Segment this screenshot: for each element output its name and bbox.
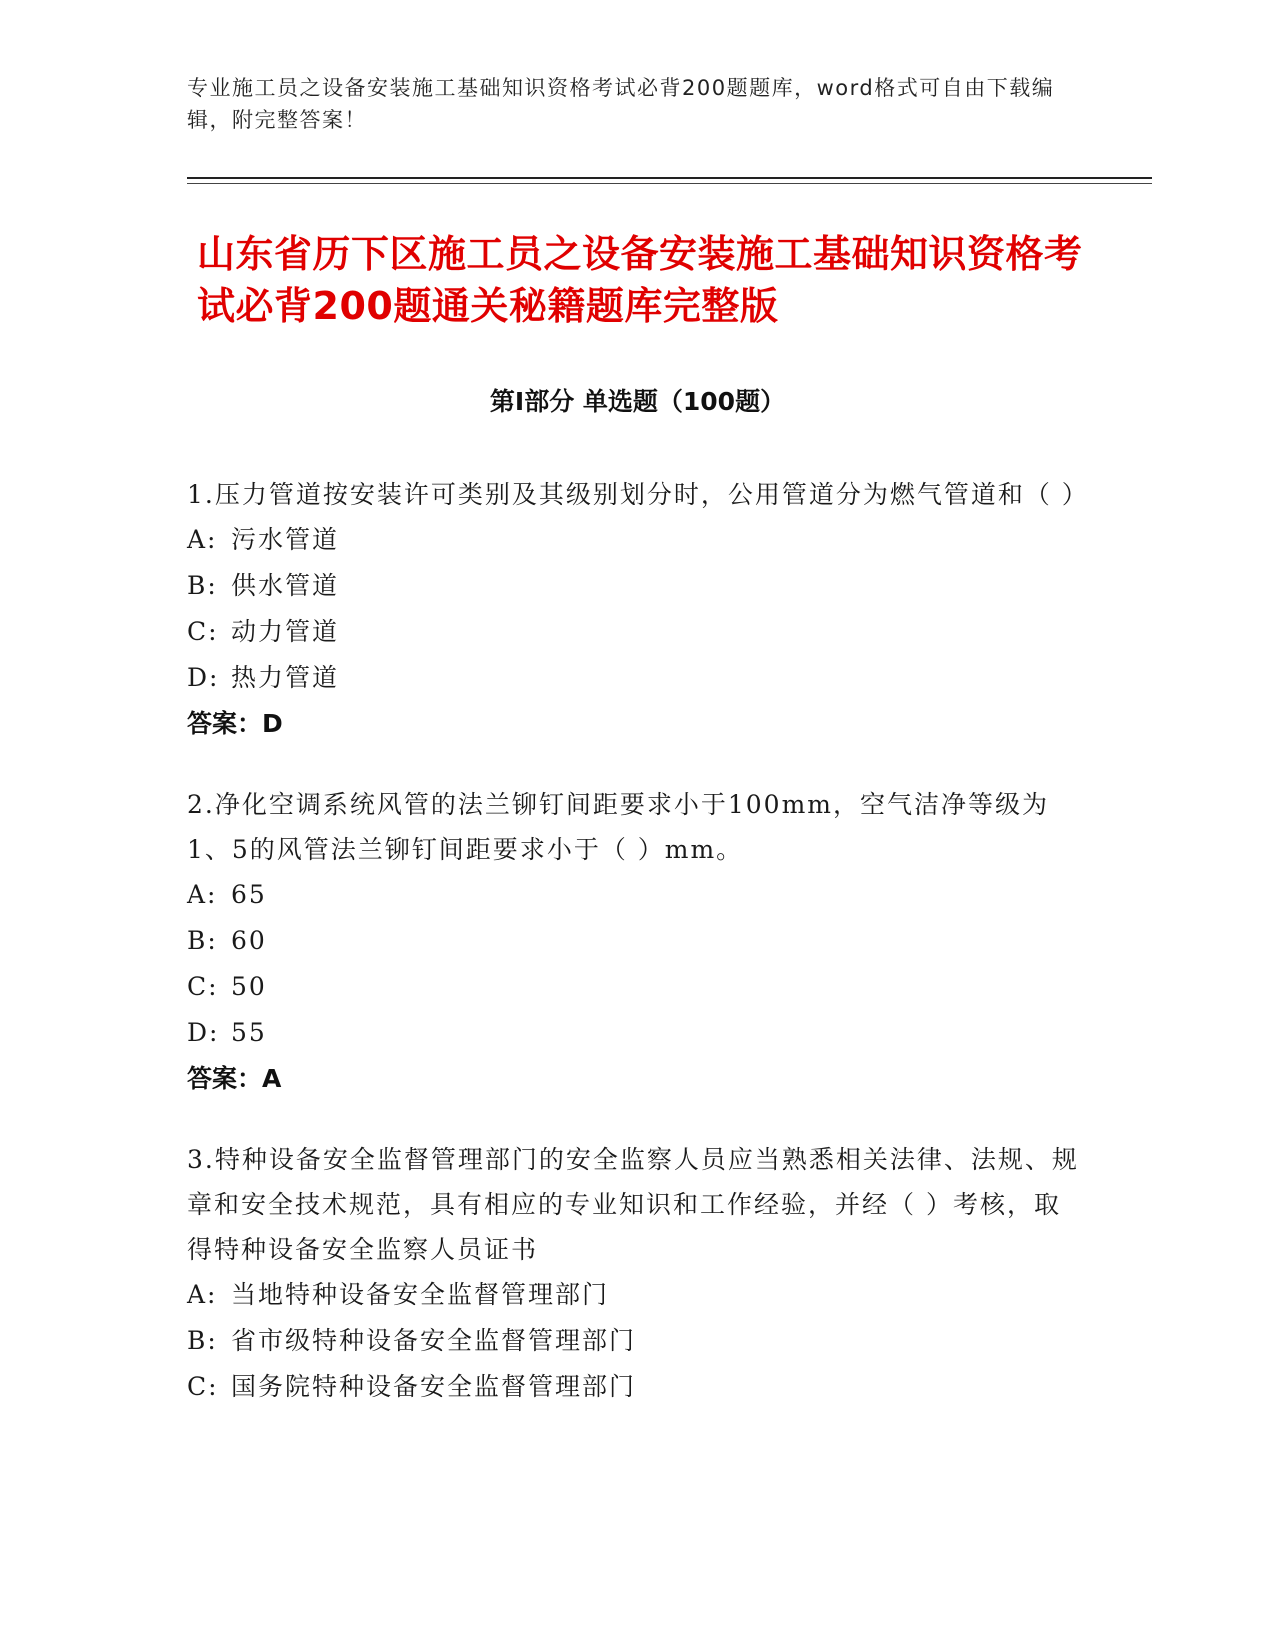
option-d xyxy=(187,655,1087,701)
question-2 xyxy=(187,782,1087,1102)
option-text: 供水管道 xyxy=(231,571,340,600)
section-heading: 第Ⅰ部分 单选题（100题） xyxy=(489,387,786,416)
question-stem: 3.特种设备安全监督管理部门的安全监察人员应当熟悉相关法律、法规、规章和安全技术规范，具有相应的专业知识和工作经验，并经（ ）考核，取得特种设备安全监察人员证书 xyxy=(187,1145,1079,1264)
question-answer: 答案：A xyxy=(187,1064,282,1093)
option-list xyxy=(187,1272,1087,1410)
option-a xyxy=(187,872,1087,918)
option-text: 省市级特种设备安全监督管理部门 xyxy=(231,1326,637,1355)
option-key: C: xyxy=(187,972,219,1001)
option-a xyxy=(187,1272,1087,1318)
option-key: C: xyxy=(187,1372,219,1401)
header-divider-thick xyxy=(187,177,1152,179)
option-key: B: xyxy=(187,926,218,955)
option-text: 50 xyxy=(231,972,267,1001)
document-title: 山东省历下区施工员之设备安装施工基础知识资格考试必背200题通关秘籍题库完整版 xyxy=(197,232,1083,328)
option-key: D: xyxy=(187,663,220,692)
option-c xyxy=(187,1364,1087,1410)
option-b xyxy=(187,1318,1087,1364)
option-text: 60 xyxy=(231,926,267,955)
option-b xyxy=(187,563,1087,609)
question-stem: 1.压力管道按安装许可类别及其级别划分时，公用管道分为燃气管道和（ ） xyxy=(187,480,1089,509)
option-key: A: xyxy=(187,1280,218,1309)
option-key: A: xyxy=(187,525,218,554)
question-answer: 答案：D xyxy=(187,709,283,738)
option-key: C: xyxy=(187,617,219,646)
option-key: B: xyxy=(187,571,218,600)
option-text: 动力管道 xyxy=(231,617,340,646)
question-3 xyxy=(187,1137,1087,1410)
option-text: 65 xyxy=(231,880,267,909)
option-key: A: xyxy=(187,880,218,909)
question-list xyxy=(187,472,1087,1445)
option-list xyxy=(187,872,1087,1056)
option-c xyxy=(187,964,1087,1010)
option-list xyxy=(187,517,1087,701)
header-note: 专业施工员之设备安装施工基础知识资格考试必背200题题库，word格式可自由下载编辑，附完整答案！ xyxy=(187,76,1055,132)
option-text: 55 xyxy=(231,1018,267,1047)
option-text: 热力管道 xyxy=(231,663,340,692)
question-stem: 2.净化空调系统风管的法兰铆钉间距要求小于100mm，空气洁净等级为1、5的风管法兰铆钉间距要求小于（ ）mm。 xyxy=(187,790,1049,864)
header-divider-thin xyxy=(187,183,1152,184)
option-text: 当地特种设备安全监督管理部门 xyxy=(231,1280,610,1309)
option-key: D: xyxy=(187,1018,220,1047)
question-1 xyxy=(187,472,1087,747)
option-b xyxy=(187,918,1087,964)
option-c xyxy=(187,609,1087,655)
option-text: 污水管道 xyxy=(231,525,340,554)
option-d xyxy=(187,1010,1087,1056)
option-text: 国务院特种设备安全监督管理部门 xyxy=(231,1372,637,1401)
option-key: B: xyxy=(187,1326,218,1355)
option-a xyxy=(187,517,1087,563)
